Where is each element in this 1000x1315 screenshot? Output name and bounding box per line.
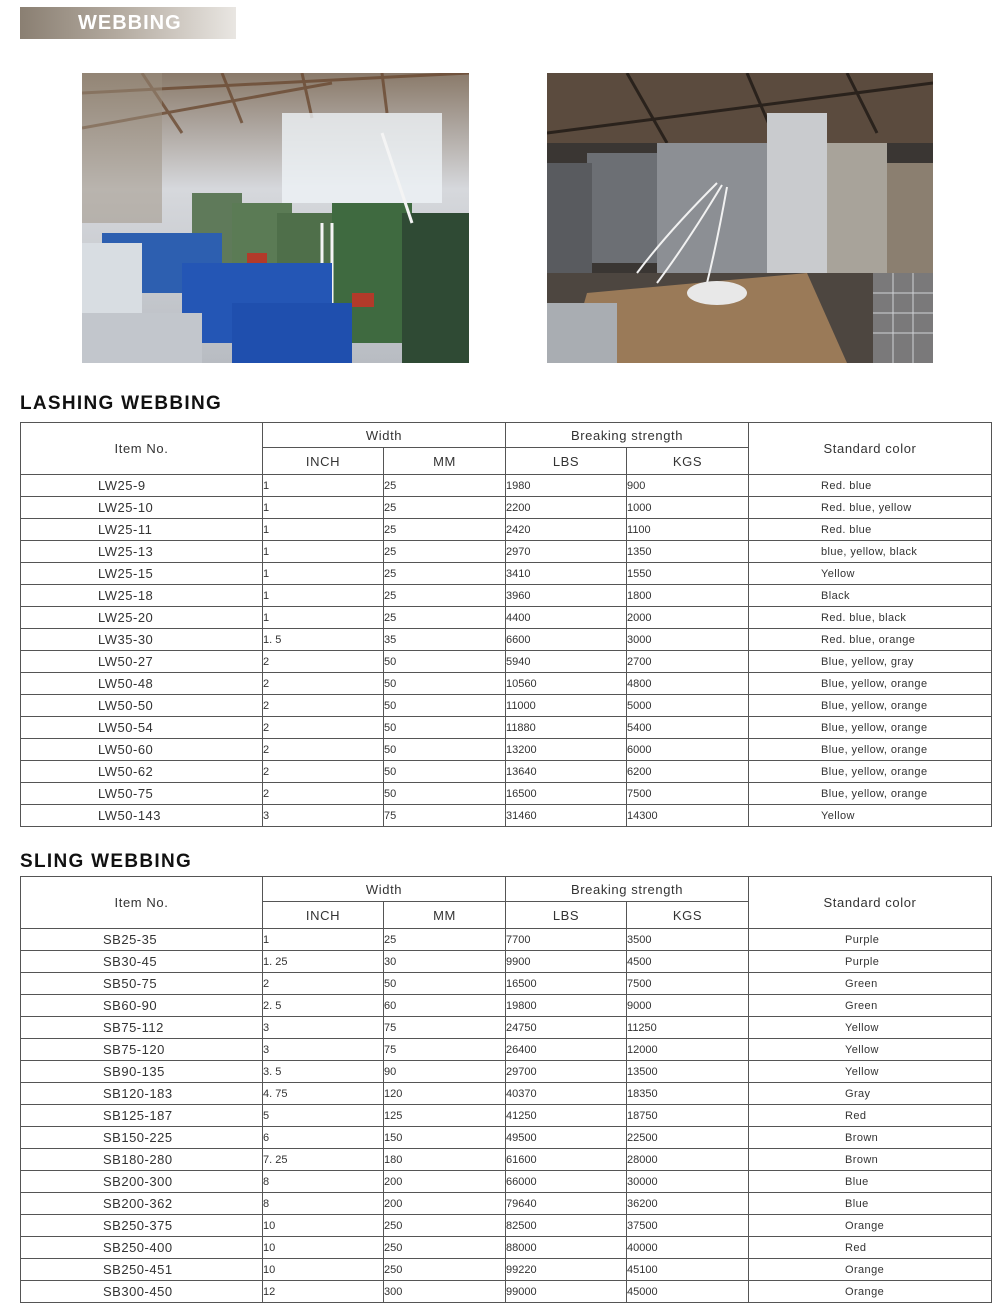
item-no-cell: SB25-35 <box>21 929 263 951</box>
kgs-cell: 6200 <box>627 761 749 783</box>
mm-cell: 25 <box>384 541 506 563</box>
lbs-cell: 41250 <box>506 1105 627 1127</box>
mm-cell: 25 <box>384 929 506 951</box>
table-row <box>21 1083 992 1105</box>
item-no-cell: LW35-30 <box>21 629 263 651</box>
lbs-cell: 16500 <box>506 783 627 805</box>
inch-cell: 2. 5 <box>263 995 384 1017</box>
kgs-cell: 3000 <box>627 629 749 651</box>
header-mm: MM <box>384 902 506 929</box>
item-no-cell: LW25-11 <box>21 519 263 541</box>
weaving-looms-factory-photo <box>82 73 469 363</box>
inch-cell: 1 <box>263 475 384 497</box>
standard-color-cell: Blue <box>749 1171 992 1193</box>
banner-title: WEBBING <box>78 12 182 34</box>
webbing-dyeing-machines-photo <box>547 73 933 363</box>
mm-cell: 50 <box>384 739 506 761</box>
lbs-cell: 79640 <box>506 1193 627 1215</box>
inch-cell: 2 <box>263 761 384 783</box>
inch-cell: 4. 75 <box>263 1083 384 1105</box>
inch-cell: 1 <box>263 929 384 951</box>
kgs-cell: 3500 <box>627 929 749 951</box>
table-row <box>21 695 992 717</box>
lbs-cell: 11000 <box>506 695 627 717</box>
standard-color-cell: Red. blue, yellow <box>749 497 992 519</box>
mm-cell: 250 <box>384 1237 506 1259</box>
item-no-cell: LW25-13 <box>21 541 263 563</box>
mm-cell: 30 <box>384 951 506 973</box>
header-lbs: LBS <box>506 448 627 475</box>
item-no-cell: LW50-50 <box>21 695 263 717</box>
mm-cell: 50 <box>384 695 506 717</box>
item-no-cell: LW50-54 <box>21 717 263 739</box>
inch-cell: 1 <box>263 585 384 607</box>
lbs-cell: 40370 <box>506 1083 627 1105</box>
item-no-cell: SB60-90 <box>21 995 263 1017</box>
standard-color-cell: Blue, yellow, orange <box>749 695 992 717</box>
table-row <box>21 783 992 805</box>
kgs-cell: 45100 <box>627 1259 749 1281</box>
item-no-cell: LW50-27 <box>21 651 263 673</box>
standard-color-cell: Blue, yellow, gray <box>749 651 992 673</box>
mm-cell: 60 <box>384 995 506 1017</box>
item-no-cell: SB250-375 <box>21 1215 263 1237</box>
table-row <box>21 1127 992 1149</box>
standard-color-cell: Blue, yellow, orange <box>749 761 992 783</box>
table-row <box>21 673 992 695</box>
standard-color-cell: Orange <box>749 1215 992 1237</box>
mm-cell: 75 <box>384 805 506 827</box>
inch-cell: 3. 5 <box>263 1061 384 1083</box>
item-no-cell: SB50-75 <box>21 973 263 995</box>
lbs-cell: 10560 <box>506 673 627 695</box>
table-row <box>21 1193 992 1215</box>
lbs-cell: 1980 <box>506 475 627 497</box>
inch-cell: 1 <box>263 519 384 541</box>
standard-color-cell: Blue, yellow, orange <box>749 739 992 761</box>
table-row <box>21 761 992 783</box>
lbs-cell: 7700 <box>506 929 627 951</box>
standard-color-cell: Red. blue <box>749 475 992 497</box>
item-no-cell: LW50-75 <box>21 783 263 805</box>
kgs-cell: 18750 <box>627 1105 749 1127</box>
mm-cell: 180 <box>384 1149 506 1171</box>
inch-cell: 2 <box>263 973 384 995</box>
standard-color-cell: Orange <box>749 1281 992 1303</box>
item-no-cell: SB180-280 <box>21 1149 263 1171</box>
table-row <box>21 519 992 541</box>
standard-color-cell: Brown <box>749 1149 992 1171</box>
table-row <box>21 541 992 563</box>
kgs-cell: 5400 <box>627 717 749 739</box>
item-no-cell: SB200-362 <box>21 1193 263 1215</box>
header-width: Width <box>263 423 506 448</box>
inch-cell: 1. 25 <box>263 951 384 973</box>
lbs-cell: 88000 <box>506 1237 627 1259</box>
table-row <box>21 1237 992 1259</box>
standard-color-cell: Blue, yellow, orange <box>749 673 992 695</box>
lbs-cell: 3410 <box>506 563 627 585</box>
lbs-cell: 61600 <box>506 1149 627 1171</box>
kgs-cell: 37500 <box>627 1215 749 1237</box>
standard-color-cell: Yellow <box>749 1061 992 1083</box>
inch-cell: 10 <box>263 1237 384 1259</box>
table-row <box>21 563 992 585</box>
inch-cell: 3 <box>263 805 384 827</box>
lbs-cell: 11880 <box>506 717 627 739</box>
item-no-cell: LW50-60 <box>21 739 263 761</box>
lbs-cell: 2420 <box>506 519 627 541</box>
mm-cell: 50 <box>384 651 506 673</box>
mm-cell: 25 <box>384 585 506 607</box>
mm-cell: 90 <box>384 1061 506 1083</box>
inch-cell: 1 <box>263 497 384 519</box>
mm-cell: 25 <box>384 475 506 497</box>
table-row <box>21 1017 992 1039</box>
lbs-cell: 3960 <box>506 585 627 607</box>
lbs-cell: 4400 <box>506 607 627 629</box>
lbs-cell: 99000 <box>506 1281 627 1303</box>
header-inch: INCH <box>263 448 384 475</box>
mm-cell: 75 <box>384 1039 506 1061</box>
table-row <box>21 1061 992 1083</box>
kgs-cell: 9000 <box>627 995 749 1017</box>
inch-cell: 10 <box>263 1259 384 1281</box>
header-lbs: LBS <box>506 902 627 929</box>
mm-cell: 25 <box>384 497 506 519</box>
inch-cell: 1. 5 <box>263 629 384 651</box>
inch-cell: 2 <box>263 673 384 695</box>
item-no-cell: SB125-187 <box>21 1105 263 1127</box>
kgs-cell: 13500 <box>627 1061 749 1083</box>
inch-cell: 8 <box>263 1171 384 1193</box>
kgs-cell: 22500 <box>627 1127 749 1149</box>
mm-cell: 250 <box>384 1259 506 1281</box>
item-no-cell: SB120-183 <box>21 1083 263 1105</box>
mm-cell: 125 <box>384 1105 506 1127</box>
table-row <box>21 607 992 629</box>
sling-table-body <box>21 929 992 1303</box>
table-row <box>21 1149 992 1171</box>
kgs-cell: 5000 <box>627 695 749 717</box>
inch-cell: 2 <box>263 651 384 673</box>
table-row <box>21 1171 992 1193</box>
standard-color-cell: Purple <box>749 929 992 951</box>
standard-color-cell: Blue <box>749 1193 992 1215</box>
table-row <box>21 629 992 651</box>
kgs-cell: 1100 <box>627 519 749 541</box>
header-item-no: Item No. <box>21 423 263 475</box>
item-no-cell: LW50-62 <box>21 761 263 783</box>
lbs-cell: 5940 <box>506 651 627 673</box>
mm-cell: 200 <box>384 1171 506 1193</box>
table-row <box>21 1281 992 1303</box>
header-breaking-strength: Breaking strength <box>506 877 749 902</box>
standard-color-cell: Blue, yellow, orange <box>749 717 992 739</box>
kgs-cell: 7500 <box>627 783 749 805</box>
lashing-table-body <box>21 475 992 827</box>
kgs-cell: 28000 <box>627 1149 749 1171</box>
table-row <box>21 1039 992 1061</box>
item-no-cell: LW25-20 <box>21 607 263 629</box>
standard-color-cell: Red <box>749 1105 992 1127</box>
header-breaking-strength: Breaking strength <box>506 423 749 448</box>
item-no-cell: LW50-143 <box>21 805 263 827</box>
kgs-cell: 30000 <box>627 1171 749 1193</box>
standard-color-cell: Blue, yellow, orange <box>749 783 992 805</box>
mm-cell: 250 <box>384 1215 506 1237</box>
kgs-cell: 1350 <box>627 541 749 563</box>
lbs-cell: 6600 <box>506 629 627 651</box>
header-kgs: KGS <box>627 448 749 475</box>
lashing-webbing-title: LASHING WEBBING <box>20 393 223 414</box>
inch-cell: 12 <box>263 1281 384 1303</box>
standard-color-cell: Green <box>749 995 992 1017</box>
mm-cell: 35 <box>384 629 506 651</box>
lbs-cell: 82500 <box>506 1215 627 1237</box>
mm-cell: 25 <box>384 563 506 585</box>
item-no-cell: LW25-18 <box>21 585 263 607</box>
mm-cell: 50 <box>384 673 506 695</box>
kgs-cell: 900 <box>627 475 749 497</box>
item-no-cell: SB30-45 <box>21 951 263 973</box>
lashing-webbing-table <box>20 422 992 827</box>
inch-cell: 8 <box>263 1193 384 1215</box>
kgs-cell: 40000 <box>627 1237 749 1259</box>
inch-cell: 10 <box>263 1215 384 1237</box>
inch-cell: 3 <box>263 1039 384 1061</box>
standard-color-cell: Red. blue, orange <box>749 629 992 651</box>
standard-color-cell: Yellow <box>749 563 992 585</box>
item-no-cell: SB200-300 <box>21 1171 263 1193</box>
mm-cell: 50 <box>384 761 506 783</box>
lbs-cell: 13200 <box>506 739 627 761</box>
header-item-no: Item No. <box>21 877 263 929</box>
item-no-cell: SB90-135 <box>21 1061 263 1083</box>
item-no-cell: SB150-225 <box>21 1127 263 1149</box>
standard-color-cell: Gray <box>749 1083 992 1105</box>
mm-cell: 25 <box>384 607 506 629</box>
table-row <box>21 973 992 995</box>
mm-cell: 120 <box>384 1083 506 1105</box>
inch-cell: 2 <box>263 739 384 761</box>
lbs-cell: 9900 <box>506 951 627 973</box>
table-row <box>21 995 992 1017</box>
item-no-cell: SB250-451 <box>21 1259 263 1281</box>
table-row <box>21 475 992 497</box>
item-no-cell: LW25-9 <box>21 475 263 497</box>
lbs-cell: 19800 <box>506 995 627 1017</box>
kgs-cell: 36200 <box>627 1193 749 1215</box>
webbing-banner <box>20 7 236 39</box>
standard-color-cell: Yellow <box>749 805 992 827</box>
kgs-cell: 1800 <box>627 585 749 607</box>
item-no-cell: SB300-450 <box>21 1281 263 1303</box>
kgs-cell: 2700 <box>627 651 749 673</box>
table-row <box>21 717 992 739</box>
table-row <box>21 805 992 827</box>
item-no-cell: LW25-15 <box>21 563 263 585</box>
lbs-cell: 24750 <box>506 1017 627 1039</box>
standard-color-cell: blue, yellow, black <box>749 541 992 563</box>
kgs-cell: 18350 <box>627 1083 749 1105</box>
inch-cell: 6 <box>263 1127 384 1149</box>
inch-cell: 1 <box>263 563 384 585</box>
standard-color-cell: Green <box>749 973 992 995</box>
table-row <box>21 1105 992 1127</box>
mm-cell: 75 <box>384 1017 506 1039</box>
standard-color-cell: Purple <box>749 951 992 973</box>
lbs-cell: 99220 <box>506 1259 627 1281</box>
lbs-cell: 49500 <box>506 1127 627 1149</box>
mm-cell: 50 <box>384 717 506 739</box>
item-no-cell: LW25-10 <box>21 497 263 519</box>
item-no-cell: SB75-120 <box>21 1039 263 1061</box>
table-row <box>21 585 992 607</box>
kgs-cell: 45000 <box>627 1281 749 1303</box>
lbs-cell: 26400 <box>506 1039 627 1061</box>
inch-cell: 2 <box>263 783 384 805</box>
table-row <box>21 951 992 973</box>
kgs-cell: 1550 <box>627 563 749 585</box>
header-inch: INCH <box>263 902 384 929</box>
lbs-cell: 2200 <box>506 497 627 519</box>
lbs-cell: 2970 <box>506 541 627 563</box>
mm-cell: 200 <box>384 1193 506 1215</box>
kgs-cell: 12000 <box>627 1039 749 1061</box>
kgs-cell: 4800 <box>627 673 749 695</box>
sling-webbing-table <box>20 876 992 1303</box>
inch-cell: 3 <box>263 1017 384 1039</box>
inch-cell: 2 <box>263 717 384 739</box>
header-standard-color: Standard color <box>749 423 992 475</box>
header-width: Width <box>263 877 506 902</box>
lbs-cell: 66000 <box>506 1171 627 1193</box>
kgs-cell: 6000 <box>627 739 749 761</box>
kgs-cell: 4500 <box>627 951 749 973</box>
standard-color-cell: Orange <box>749 1259 992 1281</box>
mm-cell: 50 <box>384 783 506 805</box>
kgs-cell: 7500 <box>627 973 749 995</box>
standard-color-cell: Red <box>749 1237 992 1259</box>
standard-color-cell: Red. blue <box>749 519 992 541</box>
table-row <box>21 651 992 673</box>
standard-color-cell: Red. blue, black <box>749 607 992 629</box>
table-row <box>21 739 992 761</box>
kgs-cell: 11250 <box>627 1017 749 1039</box>
table-row <box>21 497 992 519</box>
lbs-cell: 13640 <box>506 761 627 783</box>
mm-cell: 25 <box>384 519 506 541</box>
standard-color-cell: Black <box>749 585 992 607</box>
kgs-cell: 2000 <box>627 607 749 629</box>
item-no-cell: SB250-400 <box>21 1237 263 1259</box>
table-row <box>21 1259 992 1281</box>
header-standard-color: Standard color <box>749 877 992 929</box>
lbs-cell: 16500 <box>506 973 627 995</box>
item-no-cell: SB75-112 <box>21 1017 263 1039</box>
standard-color-cell: Yellow <box>749 1017 992 1039</box>
table-row <box>21 929 992 951</box>
table-row <box>21 1215 992 1237</box>
kgs-cell: 14300 <box>627 805 749 827</box>
mm-cell: 150 <box>384 1127 506 1149</box>
inch-cell: 7. 25 <box>263 1149 384 1171</box>
header-mm: MM <box>384 448 506 475</box>
lbs-cell: 29700 <box>506 1061 627 1083</box>
inch-cell: 5 <box>263 1105 384 1127</box>
lbs-cell: 31460 <box>506 805 627 827</box>
standard-color-cell: Brown <box>749 1127 992 1149</box>
standard-color-cell: Yellow <box>749 1039 992 1061</box>
kgs-cell: 1000 <box>627 497 749 519</box>
item-no-cell: LW50-48 <box>21 673 263 695</box>
sling-webbing-title: SLING WEBBING <box>20 851 193 872</box>
header-kgs: KGS <box>627 902 749 929</box>
inch-cell: 1 <box>263 607 384 629</box>
mm-cell: 300 <box>384 1281 506 1303</box>
inch-cell: 1 <box>263 541 384 563</box>
mm-cell: 50 <box>384 973 506 995</box>
inch-cell: 2 <box>263 695 384 717</box>
